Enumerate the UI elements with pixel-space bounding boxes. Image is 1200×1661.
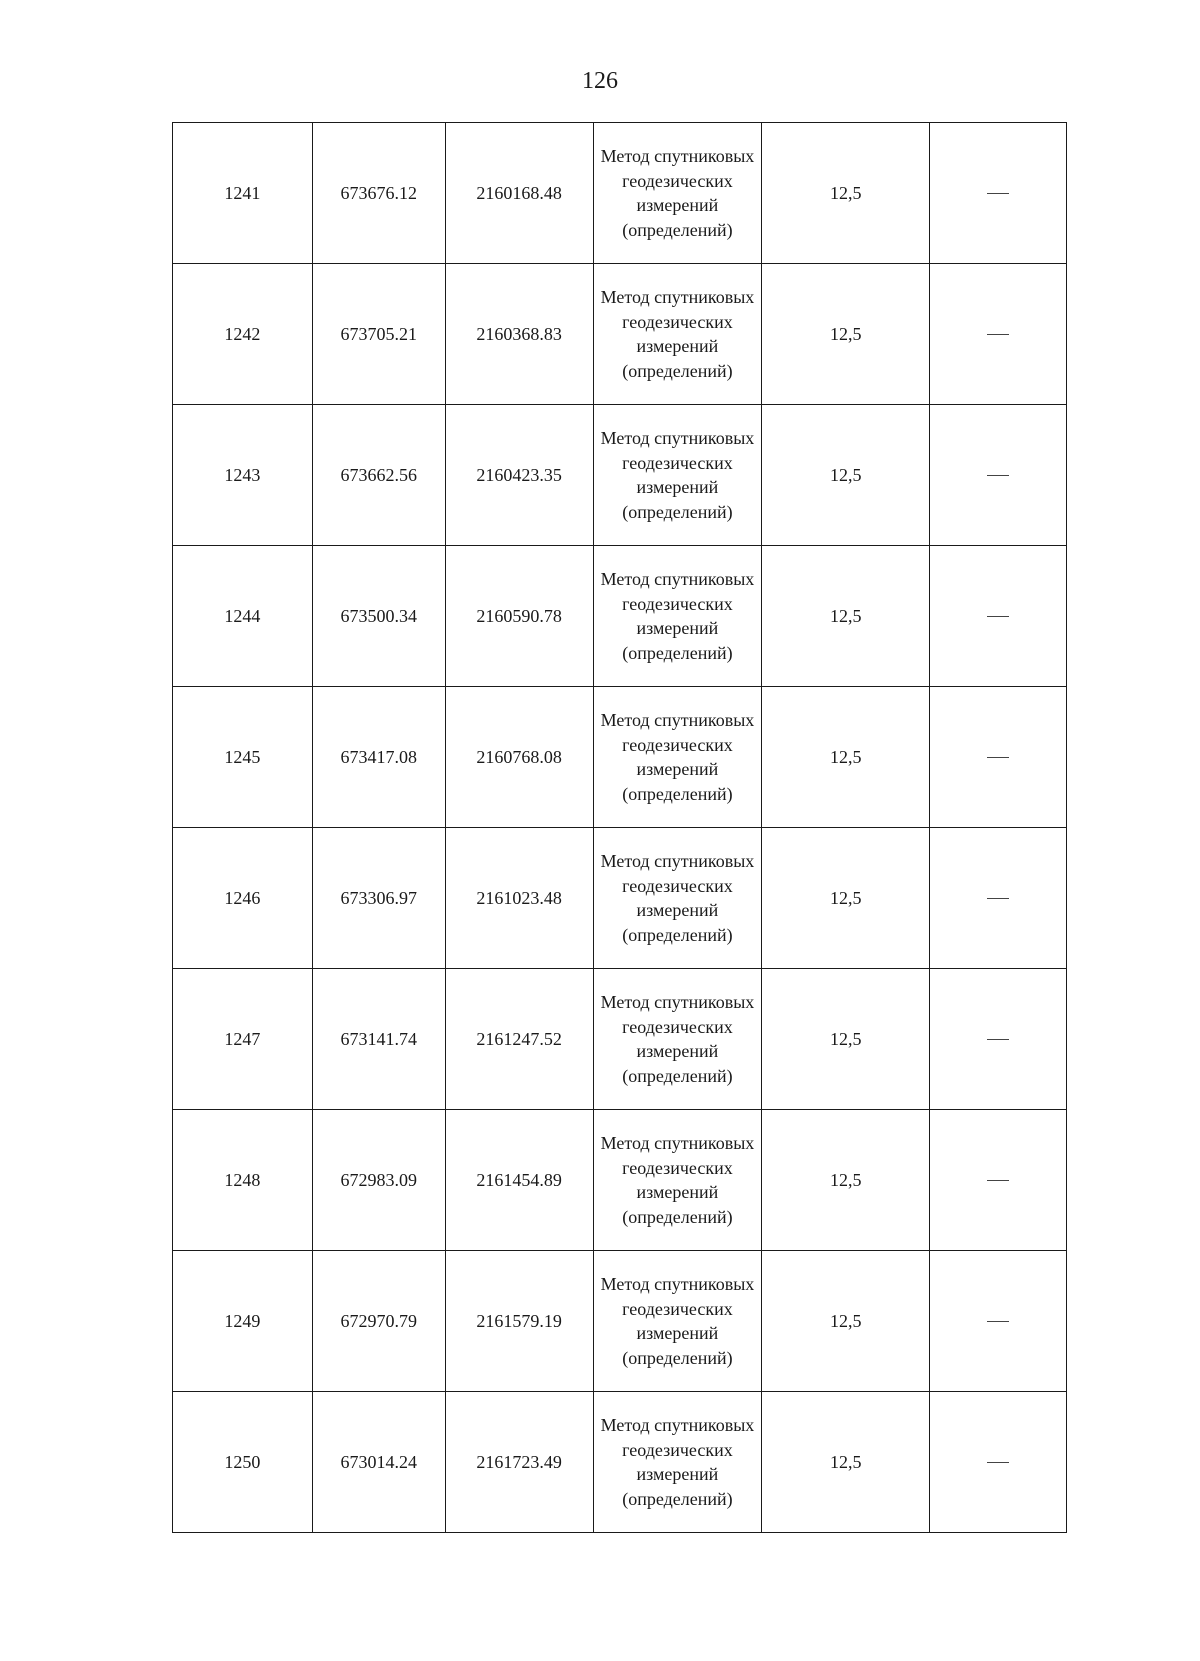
table-row: [173, 687, 1067, 828]
page-number: 126: [582, 68, 618, 94]
table-row: [173, 1110, 1067, 1251]
accuracy-cell: 12,5: [762, 264, 930, 405]
note-cell: [930, 1392, 1067, 1533]
method-cell: Метод спутниковых геодезических измерений (определений): [594, 969, 763, 1110]
dash-mark: [987, 616, 1009, 617]
x-coordinate-cell: 672970.79: [313, 1251, 446, 1392]
point-number-cell: 1250: [173, 1392, 313, 1533]
x-coordinate-cell: 673662.56: [313, 405, 446, 546]
note-cell: [930, 969, 1067, 1110]
point-number-cell: 1243: [173, 405, 313, 546]
dash-mark: [987, 475, 1009, 476]
x-coordinate-cell: 673676.12: [313, 123, 446, 264]
point-number-cell: 1241: [173, 123, 313, 264]
y-coordinate-cell: 2161579.19: [446, 1251, 594, 1392]
accuracy-cell: 12,5: [762, 687, 930, 828]
table-row: [173, 123, 1067, 264]
x-coordinate-cell: 673014.24: [313, 1392, 446, 1533]
point-number-cell: 1246: [173, 828, 313, 969]
point-number-cell: 1248: [173, 1110, 313, 1251]
accuracy-cell: 12,5: [762, 405, 930, 546]
table-row: [173, 264, 1067, 405]
table-row: [173, 1251, 1067, 1392]
y-coordinate-cell: 2160168.48: [446, 123, 594, 264]
dash-mark: [987, 1039, 1009, 1040]
note-cell: [930, 828, 1067, 969]
coordinates-table: [172, 122, 1067, 1533]
method-cell: Метод спутниковых геодезических измерений (определений): [594, 123, 763, 264]
table-row: [173, 405, 1067, 546]
method-cell: Метод спутниковых геодезических измерений (определений): [594, 405, 763, 546]
method-cell: Метод спутниковых геодезических измерений (определений): [594, 1251, 763, 1392]
dash-mark: [987, 334, 1009, 335]
accuracy-cell: 12,5: [762, 1110, 930, 1251]
accuracy-cell: 12,5: [762, 1251, 930, 1392]
x-coordinate-cell: 673306.97: [313, 828, 446, 969]
note-cell: [930, 264, 1067, 405]
point-number-cell: 1242: [173, 264, 313, 405]
method-cell: Метод спутниковых геодезических измерений (определений): [594, 687, 763, 828]
method-cell: Метод спутниковых геодезических измерений (определений): [594, 546, 763, 687]
x-coordinate-cell: 673141.74: [313, 969, 446, 1110]
x-coordinate-cell: 672983.09: [313, 1110, 446, 1251]
method-cell: Метод спутниковых геодезических измерений (определений): [594, 1110, 763, 1251]
method-cell: Метод спутниковых геодезических измерений (определений): [594, 1392, 763, 1533]
point-number-cell: 1244: [173, 546, 313, 687]
table-row: [173, 546, 1067, 687]
accuracy-cell: 12,5: [762, 828, 930, 969]
point-number-cell: 1249: [173, 1251, 313, 1392]
table-row: [173, 828, 1067, 969]
x-coordinate-cell: 673500.34: [313, 546, 446, 687]
y-coordinate-cell: 2160423.35: [446, 405, 594, 546]
accuracy-cell: 12,5: [762, 1392, 930, 1533]
dash-mark: [987, 1180, 1009, 1181]
table-row: [173, 1392, 1067, 1533]
point-number-cell: 1245: [173, 687, 313, 828]
y-coordinate-cell: 2161454.89: [446, 1110, 594, 1251]
y-coordinate-cell: 2160768.08: [446, 687, 594, 828]
accuracy-cell: 12,5: [762, 969, 930, 1110]
dash-mark: [987, 898, 1009, 899]
method-cell: Метод спутниковых геодезических измерений (определений): [594, 264, 763, 405]
y-coordinate-cell: 2161247.52: [446, 969, 594, 1110]
note-cell: [930, 405, 1067, 546]
dash-mark: [987, 1321, 1009, 1322]
note-cell: [930, 687, 1067, 828]
point-number-cell: 1247: [173, 969, 313, 1110]
accuracy-cell: 12,5: [762, 546, 930, 687]
x-coordinate-cell: 673705.21: [313, 264, 446, 405]
note-cell: [930, 1251, 1067, 1392]
dash-mark: [987, 1462, 1009, 1463]
y-coordinate-cell: 2160590.78: [446, 546, 594, 687]
x-coordinate-cell: 673417.08: [313, 687, 446, 828]
dash-mark: [987, 193, 1009, 194]
note-cell: [930, 546, 1067, 687]
accuracy-cell: 12,5: [762, 123, 930, 264]
y-coordinate-cell: 2161023.48: [446, 828, 594, 969]
y-coordinate-cell: 2160368.83: [446, 264, 594, 405]
note-cell: [930, 1110, 1067, 1251]
table-row: [173, 969, 1067, 1110]
method-cell: Метод спутниковых геодезических измерений (определений): [594, 828, 763, 969]
dash-mark: [987, 757, 1009, 758]
note-cell: [930, 123, 1067, 264]
y-coordinate-cell: 2161723.49: [446, 1392, 594, 1533]
